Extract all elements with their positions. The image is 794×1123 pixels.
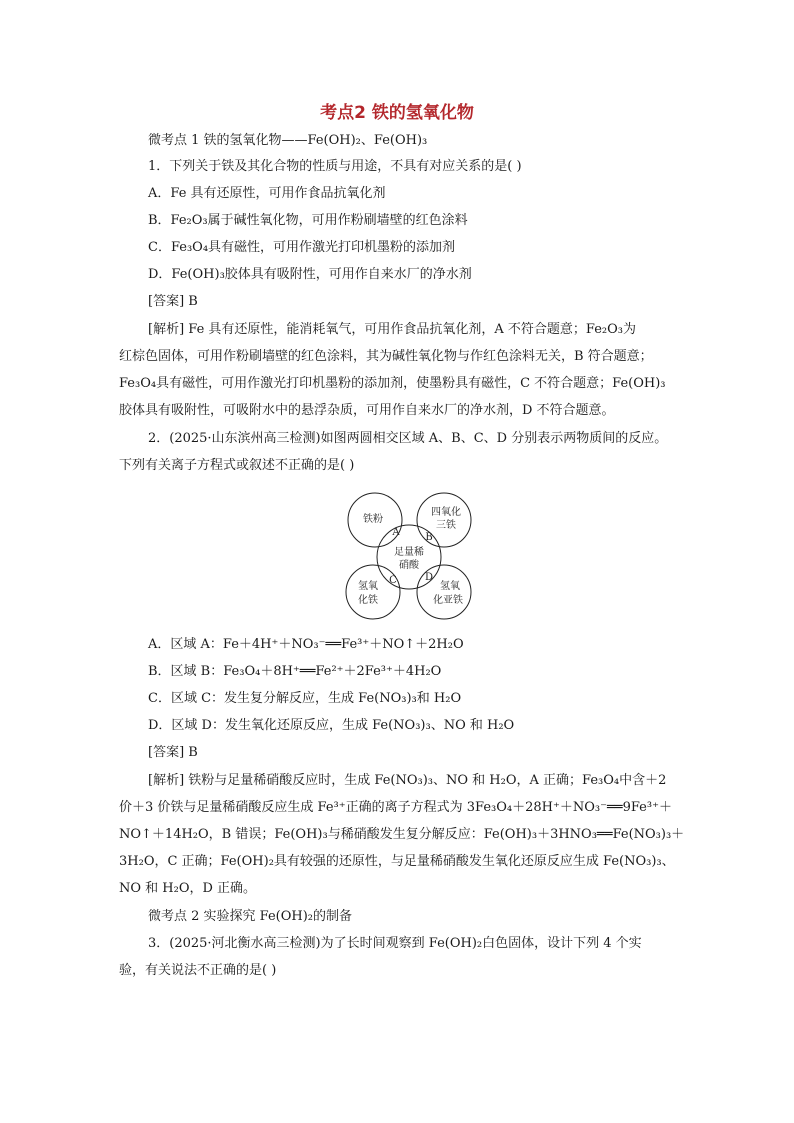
region-b-label: B <box>425 532 433 543</box>
region-a-label: A <box>392 527 400 538</box>
q3-stem-line: 3．(2025·河北衡水高三检测)为了长时间观察到 Fe(OH)₂白色固体，设计下列 4 个实 <box>148 936 642 951</box>
q2-option-b: B．区域 B：Fe₃O₄＋8H⁺══Fe²⁺＋2Fe³⁺＋4H₂O <box>148 664 442 679</box>
q2-analysis-line: [解析] 铁粉与足量稀硝酸反应时，生成 Fe(NO₃)₃、NO 和 H₂O，A 正确；Fe₃O₄中含＋2 <box>148 773 667 788</box>
q1-analysis-line: 红棕色固体，可用作粉刷墙壁的红色涂料，其为碱性氧化物与作红色涂料无关，B 符合题意； <box>119 349 653 364</box>
q1-answer: [答案] B <box>148 294 198 309</box>
region-c-label: C <box>389 575 397 586</box>
micro-point-2-heading: 微考点 2 实验探究 Fe(OH)₂的制备 <box>148 909 353 924</box>
q2-answer: [答案] B <box>148 745 198 760</box>
micro-point-1-heading: 微考点 1 铁的氢氧化物——Fe(OH)₂、Fe(OH)₃ <box>148 133 428 148</box>
q1-option-c: C．Fe₃O₄具有磁性，可用作激光打印机墨粉的添加剂 <box>148 240 456 255</box>
reaction-venn-diagram <box>340 488 480 628</box>
q2-analysis-line: NO↑＋14H₂O，B 错误；Fe(OH)₃与稀硝酸发生复分解反应：Fe(OH)₃＋3HNO₃══Fe(NO₃)₃＋ <box>119 827 685 842</box>
page-title: 考点2 铁的氢氧化物 <box>320 103 474 123</box>
label-nitric-acid-line1: 足量稀 <box>394 547 424 558</box>
label-fe3o4-line1: 四氧化 <box>431 507 461 518</box>
q2-stem-line: 2．(2025·山东滨州高三检测)如图两圆相交区域 A、B、C、D 分别表示两物质间的反应。 <box>148 431 668 446</box>
ferric-hydroxide-circle <box>346 565 400 619</box>
q2-analysis-line: 3H₂O，C 正确；Fe(OH)₂具有较强的还原性，与足量稀硝酸发生氧化还原反应生成 Fe(NO₃)₃、 <box>119 854 675 869</box>
q1-option-a: A．Fe 具有还原性，可用作食品抗氧化剂 <box>148 186 386 201</box>
label-feoh3-line2: 化铁 <box>358 595 378 606</box>
q1-option-d: D．Fe(OH)₃胶体具有吸附性，可用作自来水厂的净水剂 <box>148 267 472 282</box>
q2-option-d: D．区域 D：发生氧化还原反应，生成 Fe(NO₃)₃、NO 和 H₂O <box>148 718 515 733</box>
q1-analysis-line: [解析] Fe 具有还原性，能消耗氧气，可用作食品抗氧化剂，A 不符合题意；Fe₂O₃为 <box>148 322 637 337</box>
q2-analysis-line: 价＋3 价铁与足量稀硝酸反应生成 Fe³⁺正确的离子方程式为 3Fe₃O₄＋28H⁺＋NO₃⁻══9Fe³⁺＋ <box>119 800 672 815</box>
q1-analysis-line: Fe₃O₄具有磁性，可用作激光打印机墨粉的添加剂，使墨粉具有磁性，C 不符合题意；Fe(OH)₃ <box>119 376 666 391</box>
q1-option-b: B．Fe₂O₃属于碱性氧化物，可用作粉刷墙壁的红色涂料 <box>148 213 468 228</box>
label-fe3o4-line2: 三铁 <box>436 520 456 531</box>
q3-stem-line: 验，有关说法不正确的是( ) <box>119 963 277 978</box>
label-nitric-acid-line2: 硝酸 <box>399 560 419 571</box>
q1-stem: 1．下列关于铁及其化合物的性质与用途，不具有对应关系的是( ) <box>148 159 522 174</box>
label-iron-powder: 铁粉 <box>363 514 383 525</box>
label-feoh2-line1: 氢氧 <box>440 581 460 592</box>
q2-option-a: A．区域 A：Fe＋4H⁺＋NO₃⁻══Fe³⁺＋NO↑＋2H₂O <box>148 637 464 652</box>
label-feoh2-line2: 化亚铁 <box>433 595 463 606</box>
region-d-label: D <box>424 572 434 583</box>
q1-analysis-line: 胶体具有吸附性，可吸附水中的悬浮杂质，可用作自来水厂的净水剂，D 不符合题意。 <box>119 403 615 418</box>
label-feoh3-line1: 氢氧 <box>358 581 378 592</box>
q2-stem-line: 下列有关离子方程式或叙述不正确的是( ) <box>119 458 355 473</box>
q2-analysis-line: NO 和 H₂O，D 正确。 <box>119 881 257 896</box>
q2-option-c: C．区域 C：发生复分解反应，生成 Fe(NO₃)₃和 H₂O <box>148 691 462 706</box>
